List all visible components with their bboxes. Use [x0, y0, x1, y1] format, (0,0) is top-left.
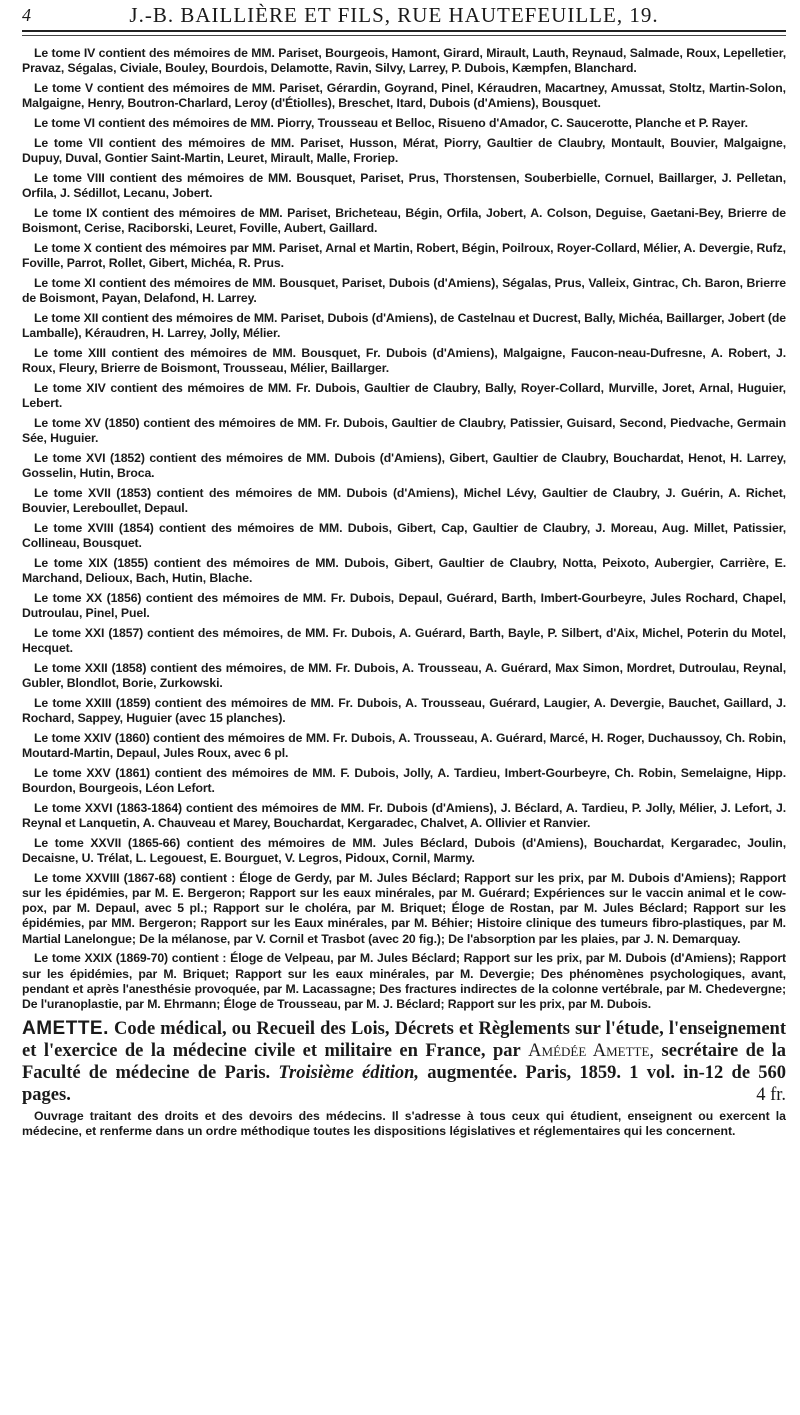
volume-entry: Le tome XXVII (1865-66) contient des mémoires de MM. Jules Béclard, Dubois (d'Amiens), Bouchardat, Kergaradec, Joulin, Decaisne, U. Trélat, L. Legouest, E. Bourguet, V. Legros, Pidoux, Cornil, Marmy. — [22, 835, 786, 865]
volume-entry: Le tome XVII (1853) contient des mémoires de MM. Dubois (d'Amiens), Michel Lévy, Gaultier de Claubry, J. Guérin, A. Richet, Bouvier, Lereboullet, Depaul. — [22, 485, 786, 515]
advert-heading — [22, 1018, 786, 1106]
volume-entry: Le tome X contient des mémoires par MM. Pariset, Arnal et Martin, Robert, Bégin, Poilroux, Royer-Collard, Mélier, A. Devergie, Rufz, Foville, Parrot, Rollet, Gibert, Michéa, R. Prus. — [22, 240, 786, 270]
advert-description: Ouvrage traitant des droits et des devoirs des médecins. Il s'adresse à tous ceux qui étudient, enseignent ou exercent la médecine, et renferme dans un ordre méthodique toutes les dispositions législatives et réglementaires qui les concernent. — [22, 1109, 786, 1139]
volume-entry: Le tome IX contient des mémoires de MM. Pariset, Bricheteau, Bégin, Orfila, Jobert, A. Colson, Deguise, Gaetani-Bey, Brierre de Boismont, Cerise, Raciborski, Leuret, Foville, Aubert, Gaillard. — [22, 205, 786, 235]
volume-entry: Le tome XV (1850) contient des mémoires de MM. Fr. Dubois, Gaultier de Claubry, Patissier, Guisard, Second, Piedvache, Germain Sée, Huguier. — [22, 415, 786, 445]
volume-entry: Le tome VIII contient des mémoires de MM. Bousquet, Pariset, Prus, Thorstensen, Souberbielle, Cornuel, Baillarger, J. Pelletan, Orfila, J. Sédillot, Lecanu, Jobert. — [22, 170, 786, 200]
page-number: 4 — [22, 4, 31, 25]
volume-entry: Le tome XVI (1852) contient des mémoires de MM. Dubois (d'Amiens), Gibert, Gaultier de Claubry, Bouchardat, Henot, H. Larrey, Gosselin, Hutin, Broca. — [22, 450, 786, 480]
advert-details: augmentée. Paris, 1859. 1 vol. in-12 de 560 pages. — [22, 1063, 787, 1106]
volume-entry: Le tome IV contient des mémoires de MM. Pariset, Bourgeois, Hamont, Girard, Mirault, Lauth, Reynaud, Salmade, Roux, Lepelletier, Pravaz, Ségalas, Civiale, Bouley, Bourdois, Delamotte, Ravin, Silvy, Larrey, P. Dubois, Kæmpfen, Blanchard. — [22, 46, 786, 76]
volume-list — [22, 46, 786, 1012]
volume-entry: Le tome VII contient des mémoires de MM. Pariset, Husson, Mérat, Piorry, Gaultier de Claubry, Montault, Bouvier, Malgaigne, Dupuy, Duval, Gontier Saint-Martin, Leuret, Mirault, Malle, Froriep. — [22, 135, 786, 165]
volume-entry: Le tome XVIII (1854) contient des mémoires de MM. Dubois, Gibert, Cap, Gaultier de Claubry, J. Moreau, Aug. Millet, Patissier, Collineau, Bousquet. — [22, 520, 786, 550]
advert-price: 4 fr. — [756, 1085, 786, 1106]
volume-entry: Le tome XIX (1855) contient des mémoires de MM. Dubois, Gibert, Gaultier de Claubry, Notta, Peixoto, Aubergier, Carrière, E. Marchand, Delioux, Bach, Hutin, Blache. — [22, 555, 786, 585]
publisher-heading: J.-B. BAILLIÈRE ET FILS, RUE HAUTEFEUILLE, 19. — [129, 2, 659, 27]
advert-edition: Troisième édition, — [278, 1063, 420, 1084]
volume-entry: Le tome XXVIII (1867-68) contient : Éloge de Gerdy, par M. Jules Béclard; Rapport sur les prix, par M. Dubois d'Amiens); Rapport sur les épidémies, par M. E. Bergeron; Rapport sur les eaux minérales, par M. Guérard; Expériences sur le vaccin animal et le cow-pox, par M. Depaul, avec 5 pl.; Rapport sur le choléra, par M. Briquet; Éloge de Rostan, par M. Jules Béclard; Rapport sur les épidémies, par MM. Bergeron; Rapport sur les Eaux minérales, par M. Béhier; Histoire clinique des tumeurs fibro-plastiques, par M. Martial Lanelongue; De la mélanose, par V. Cornil et Trasbot (avec 20 fig.); De l'absorption par les plaies, par J. N. Demarquay. — [22, 870, 786, 946]
volume-entry: Le tome XXV (1861) contient des mémoires de MM. F. Dubois, Jolly, A. Tardieu, Imbert-Gourbeyre, Ch. Robin, Semelaigne, Hipp. Bourdon, Bourgeois, Léon Lefort. — [22, 765, 786, 795]
volume-entry: Le tome XI contient des mémoires de MM. Bousquet, Pariset, Dubois (d'Amiens), Ségalas, Prus, Valleix, Gintrac, Ch. Baron, Brierre de Boismont, Payan, Delafond, H. Larrey. — [22, 275, 786, 305]
volume-entry: Le tome XX (1856) contient des mémoires de MM. Fr. Dubois, Depaul, Guérard, Barth, Imbert-Gourbeyre, Jules Rochard, Chapel, Dutroulau, Pinel, Puel. — [22, 590, 786, 620]
book-advertisement — [22, 1018, 786, 1139]
volume-entry: Le tome XXIII (1859) contient des mémoires de MM. Fr. Dubois, A. Trousseau, Guérard, Laugier, A. Devergie, Bauchet, Gaillard, J. Rochard, Sappey, Huguier (avec 15 planches). — [22, 695, 786, 725]
volume-entry: Le tome XXIV (1860) contient des mémoires de MM. Fr. Dubois, A. Trousseau, A. Guérard, Marcé, H. Roger, Duchaussoy, Ch. Robin, Moutard-Martin, Depaul, Jules Roux, avec 6 pl. — [22, 730, 786, 760]
header-rule — [22, 35, 786, 36]
volume-entry: Le tome XXVI (1863-1864) contient des mémoires de MM. Fr. Dubois (d'Amiens), J. Béclard, A. Tardieu, P. Jolly, Mélier, J. Lefort, J. Reynal et Lanquetin, A. Chauveau et Marey, Bouchardat, Kergaradec, Chalvet, A. Ollivier et Ranvier. — [22, 800, 786, 830]
advert-author: AMETTE. — [22, 1018, 109, 1040]
running-header — [22, 0, 786, 32]
volume-entry: Le tome VI contient des mémoires de MM. Piorry, Trousseau et Belloc, Risueno d'Amador, C. Saucerotte, Planche et P. Rayer. — [34, 116, 748, 130]
volume-entry: Le tome V contient des mémoires de MM. Pariset, Gérardin, Goyrand, Pinel, Kéraudren, Macartney, Amussat, Stoltz, Martin-Solon, Malgaigne, Henry, Boutron-Charlard, Leroy (d'Étiolles), Breschet, Itard, Dubois (d'Amiens), Bousquet. — [22, 81, 786, 111]
volume-entry: Le tome XIV contient des mémoires de MM. Fr. Dubois, Gaultier de Claubry, Bally, Royer-Collard, Murville, Joret, Arnal, Huguier, Lebert. — [22, 380, 786, 410]
volume-entry: Le tome XXII (1858) contient des mémoires, de MM. Fr. Dubois, A. Trousseau, A. Guérard, Max Simon, Mordret, Dutroulau, Reynal, Gubler, Blondlot, Borie, Zurkowski. — [22, 660, 786, 690]
volume-entry: Le tome XXI (1857) contient des mémoires, de MM. Fr. Dubois, A. Guérard, Barth, Bayle, P. Silbert, d'Aix, Michel, Poterin du Motel, Hecquet. — [22, 625, 786, 655]
advert-title: Code médical, ou Recueil des Lois, Décrets et Règlements sur l'étude, l'enseignement et l'exercice de la médecine civile et militaire en France, par — [22, 1019, 787, 1062]
advert-title-continued: secrétaire de la Faculté de médecine de Paris. — [22, 1041, 787, 1084]
volume-entry: Le tome XIII contient des mémoires de MM. Bousquet, Fr. Dubois (d'Amiens), Malgaigne, Faucon-neau-Dufresne, A. Robert, J. Roux, Fleury, Brierre de Boismont, Trousseau, Mélier, Baillarger. — [22, 345, 786, 375]
advert-author-name: Amédée Amette, — [528, 1041, 655, 1062]
volume-entry: Le tome XXIX (1869-70) contient : Éloge de Velpeau, par M. Jules Béclard; Rapport sur les prix, par M. Dubois (d'Amiens); Rapport sur les épidémies, par M. Briquet; Rapport sur les eaux minérales, par M. Devergie; Des phénomènes psychologiques, avant, pendant et après l'anesthésie provoquée, par M. Lacassagne; Des fractures indirectes de la colonne vertébrale, par M. Chedevergne; De l'uranoplastie, par M. Ehrmann; Éloge de Trousseau, par M. J. Béclard; Rapport sur les prix, par M. Dubois. — [22, 951, 786, 1012]
volume-entry: Le tome XII contient des mémoires de MM. Pariset, Dubois (d'Amiens), de Castelnau et Ducrest, Bally, Michéa, Baillarger, Jobert (de Lamballe), Kéraudren, H. Larrey, Jolly, Mélier. — [22, 310, 786, 340]
